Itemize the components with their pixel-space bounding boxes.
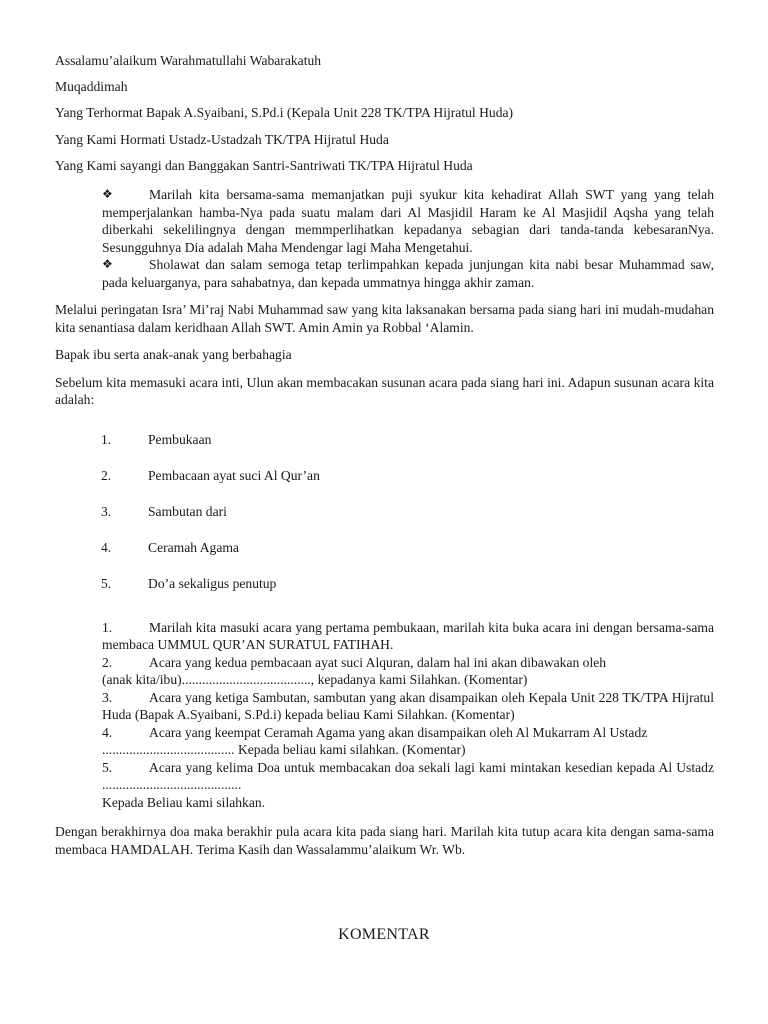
list-item: [102, 186, 714, 256]
program-steps: [102, 619, 714, 812]
paragraph: Bapak ibu serta anak-anak yang berbahagia: [55, 347, 292, 363]
paragraph: Sebelum kita memasuki acara inti, Ulun akan membacakan susunan acara pada siang hari ini. Adapun susunan acara kita adalah:: [55, 374, 714, 408]
item-number: 5.: [101, 575, 112, 591]
greeting: Assalamu’alaikum Warahmatullahi Wabarakatuh: [55, 53, 322, 68]
heading-muqaddimah: Muqaddimah: [55, 79, 128, 95]
item-number: 3.: [101, 503, 112, 519]
item-text: Sambutan dari: [148, 503, 227, 519]
bullet-text: Sholawat dan salam semoga tetap terlimpahkan kepada junjungan kita nabi besar Muhammad saw, pada keluarganya, para sahabatnya, dan kepada ummatnya hingga akhir zaman.: [102, 257, 714, 290]
item-text: Ceramah Agama: [148, 539, 239, 555]
step-continuation: (anak kita/ibu)......................................, kepadanya kami Silahkan. (Komentar): [102, 672, 528, 688]
schedule-list: [101, 431, 714, 611]
step-continuation: ....................................... Kepada beliau kami silahkan. (Komentar): [102, 742, 466, 758]
item-number: 1.: [101, 431, 112, 447]
step-number: 5.: [102, 759, 113, 775]
list-item: [101, 503, 714, 539]
list-item: [101, 575, 714, 611]
item-text: Pembukaan: [148, 431, 212, 447]
list-item: [102, 256, 714, 291]
diamond-bullet-icon: ❖: [102, 187, 113, 202]
honorific-line: Yang Kami sayangi dan Banggakan Santri-Santriwati TK/TPA Hijratul Huda: [55, 157, 473, 173]
list-item: [102, 619, 714, 654]
item-number: 4.: [101, 539, 112, 555]
step-number: 1.: [102, 619, 113, 635]
step-continuation: Kepada Beliau kami silahkan.: [102, 794, 266, 810]
bullet-text: Marilah kita bersama-sama memanjatkan puji syukur kita kehadirat Allah SWT yang yang telah memperjalankan hamba-Nya pada suatu malam dari Al Masjidil Haram ke Al Masjidil Aqsha yang telah diberkahi sekelilingnya dengan memmperlihatkan kepadanya sebagian dari tanda-tanda kebesaranNya. Sesungguhnya Dia adalah Maha Mendengar lagi Maha Mengetahui.: [102, 187, 714, 255]
list-item: [101, 467, 714, 503]
item-text: Pembacaan ayat suci Al Qur’an: [148, 467, 320, 483]
list-item: [102, 689, 714, 724]
step-text: Acara yang kelima Doa untuk membacakan doa sekali lagi kami mintakan kesedian kepada Al Ustadz .........................................: [102, 759, 714, 793]
honorific-line: Yang Terhormat Bapak A.Syaibani, S.Pd.i (Kepala Unit 228 TK/TPA Hijratul Huda): [55, 105, 514, 121]
step-number: 4.: [102, 724, 113, 740]
honorific-line: Yang Kami Hormati Ustadz-Ustadzah TK/TPA Hijratul Huda: [55, 131, 389, 147]
paragraph: Melalui peringatan Isra’ Mi’raj Nabi Muhammad saw yang kita laksanakan bersama pada siang hari ini mudah-mudahan kita senantiasa dalam keridhaan Allah SWT. Amin Amin ya Robbal ‘Alamin.: [55, 302, 714, 335]
closing-paragraph: Dengan berakhirnya doa maka berakhir pula acara kita pada siang hari. Marilah kita tutup acara kita dengan sama-sama membaca HAMDALAH. Terima Kasih dan Wassalammu’alaikum Wr. Wb.: [55, 824, 714, 857]
list-item: [102, 759, 714, 812]
list-item: [102, 654, 714, 689]
step-text: Acara yang keempat Ceramah Agama yang akan disampaikan oleh Al Mukarram Al Ustadz: [149, 724, 648, 740]
list-item: [101, 431, 714, 467]
bullet-list: [102, 186, 714, 291]
step-number: 2.: [102, 654, 113, 670]
step-text: Acara yang kedua pembacaan ayat suci Alquran, dalam hal ini akan dibawakan oleh: [149, 654, 607, 670]
item-text: Do’a sekaligus penutup: [148, 575, 277, 591]
list-item: [101, 539, 714, 575]
step-text: Marilah kita masuki acara yang pertama pembukaan, marilah kita buka acara ini dengan bersama-sama membaca UMMUL QUR’AN SURATUL FATIHAH.: [102, 619, 714, 653]
item-number: 2.: [101, 467, 112, 483]
section-title: KOMENTAR: [338, 926, 430, 943]
list-item: [102, 724, 714, 759]
step-text: Acara yang ketiga Sambutan, sambutan yang akan disampaikan oleh Kepala Unit 228 TK/TPA Hijratul Huda (Bapak A.Syaibani, S.Pd.i) kepada beliau Kami Silahkan. (Komentar): [102, 689, 714, 723]
step-number: 3.: [102, 689, 113, 705]
diamond-bullet-icon: ❖: [102, 257, 113, 272]
